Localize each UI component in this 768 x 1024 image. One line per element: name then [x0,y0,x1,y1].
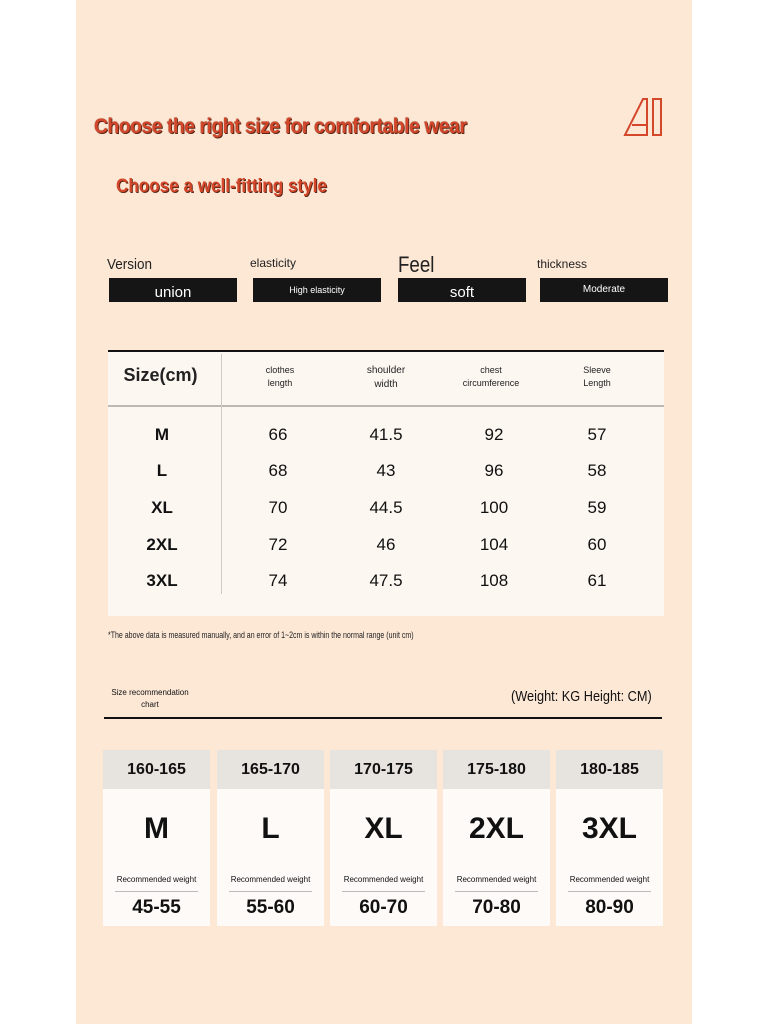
card-size: XL [364,812,403,845]
card-weight: 45-55 [132,897,181,918]
card-divider [568,891,651,892]
attr-label-elasticity: elasticity [250,256,297,270]
card-weight-label: Recommended weight [343,875,424,884]
size-card-3xl [556,750,663,926]
table-cell: 44.5 [369,498,403,517]
card-height-range: 170-175 [330,750,437,789]
table-cell: 104 [479,535,509,554]
header-size: Size(cm) [123,365,198,385]
card-size: 3XL [581,812,638,845]
card-divider [455,891,538,892]
table-header-rule [108,405,664,407]
table-cell: 47.5 [369,571,403,590]
card-height-range: 165-170 [217,750,324,789]
table-cell: 92 [484,425,504,444]
size-card-l [217,750,324,926]
table-cell-size: L [156,461,168,480]
units-label: (Weight: KG Height: CM) [511,688,652,705]
card-height-range: 180-185 [556,750,663,789]
table-cell: 72 [268,535,288,554]
header-clothes-length: clothes length [265,365,295,388]
table-cell: 58 [587,461,607,480]
table-cell-size: M [154,425,170,444]
table-cell: 96 [484,461,504,480]
table-cell: 59 [587,498,607,517]
table-cell-size: XL [151,498,173,517]
table-cell: 70 [268,498,288,517]
card-divider [115,891,198,892]
card-size: L [261,812,280,845]
card-weight-label: Recommended weight [456,875,537,884]
table-cell: 41.5 [369,425,403,444]
card-divider [229,891,312,892]
header-sleeve-length: Sleeve Length [583,365,611,388]
table-divider [221,354,222,594]
attr-value-thickness: Moderate [540,278,668,302]
card-height-range: 175-180 [443,750,550,789]
recommendation-title: Size recommendation chart [111,688,189,709]
card-height-range: 160-165 [103,750,210,789]
header-chest-circumference: chest circumference [462,365,520,388]
table-cell: 108 [479,571,509,590]
size-card-m [103,750,210,926]
card-weight-label: Recommended weight [569,875,650,884]
table-cell: 74 [268,571,288,590]
attr-label-version: Version [107,256,153,273]
table-cell-size: 3XL [146,571,178,590]
page-title: Choose the right size for comfortable wear [94,115,467,138]
size-card-xl [330,750,437,926]
table-cell: 61 [587,571,607,590]
header-shoulder-width: shoulder width [366,365,406,390]
measurement-note: *The above data is measured manually, and an error of 1~2cm is within the normal range (unit cm) [108,630,414,640]
table-cell: 68 [268,461,288,480]
card-size: 2XL [468,812,525,845]
attr-value-feel: soft [398,278,526,302]
attr-label-feel: Feel [398,252,435,277]
table-cell: 43 [376,461,396,480]
card-weight-label: Recommended weight [230,875,311,884]
recommendation-rule [104,717,662,719]
attr-value-version: union [109,278,237,302]
table-cell: 57 [587,425,607,444]
attr-label-thickness: thickness [537,257,588,271]
card-weight: 70-80 [472,897,521,918]
card-weight: 55-60 [246,897,295,918]
size-table [108,350,664,616]
card-size: M [144,812,169,845]
card-weight: 80-90 [585,897,634,918]
table-cell: 66 [268,425,288,444]
table-cell: 60 [587,535,607,554]
table-cell-size: 2XL [146,535,178,554]
table-top-rule [108,350,664,352]
card-weight-label: Recommended weight [116,875,197,884]
page-subtitle: Choose a well-fitting style [116,176,327,197]
brand-logo [623,95,663,139]
table-cell: 100 [479,498,509,517]
table-cell: 46 [376,535,396,554]
card-weight: 60-70 [359,897,408,918]
card-divider [342,891,425,892]
size-card-2xl [443,750,550,926]
attr-value-elasticity: High elasticity [253,278,381,302]
